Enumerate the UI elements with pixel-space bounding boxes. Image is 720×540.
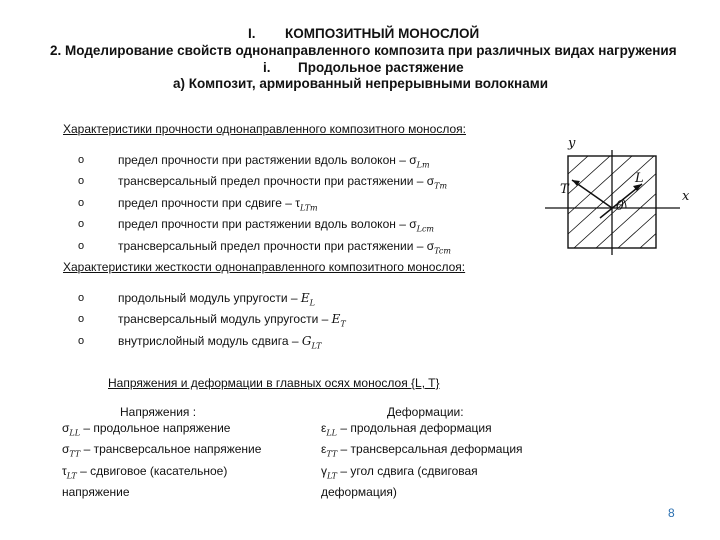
strength-item-text: предел прочности при растяжении вдоль волокон –	[118, 153, 410, 167]
label-L: L	[635, 171, 644, 186]
fiber-hatching	[568, 156, 660, 248]
strain-subscript: TT	[326, 449, 338, 459]
stiffness-item	[78, 311, 346, 332]
strength-item-symbol: σ	[426, 238, 435, 253]
stress-line	[62, 420, 292, 441]
header-line-3	[263, 60, 464, 75]
strength-list	[78, 152, 451, 259]
bullet-icon: o	[78, 175, 85, 188]
stress-heading: Напряжения :	[120, 405, 197, 419]
stress-symbol: τ	[62, 463, 67, 478]
strain-symbol: γ	[321, 463, 327, 478]
bullet-icon: o	[78, 218, 85, 231]
stress-text: – сдвиговое (касательное)	[76, 463, 228, 478]
stress-subscript: LT	[66, 471, 77, 481]
stiffness-item-subscript: L	[309, 298, 315, 308]
header-subsection-number: i.	[263, 60, 271, 75]
stiffness-item-text: трансверсальный модуль упругости –	[118, 312, 332, 327]
bullet-icon: o	[78, 196, 85, 209]
strength-item-symbol: σ	[426, 174, 435, 189]
stress-symbol: σ	[62, 442, 70, 457]
bullet-icon: o	[78, 154, 85, 166]
stress-line	[62, 484, 292, 505]
strain-line	[321, 484, 561, 505]
strength-item-subscript: Tm	[434, 181, 448, 191]
strength-item-symbol: τ	[295, 195, 301, 210]
bullet-icon: o	[78, 239, 85, 252]
stress-symbol: σ	[62, 421, 70, 435]
strain-text: деформация)	[321, 485, 397, 500]
stiffness-item	[78, 290, 346, 311]
label-T: T	[560, 182, 569, 197]
stress-subscript: TT	[69, 449, 81, 459]
strength-item-text: предел прочности при сдвиге –	[118, 195, 296, 210]
strength-item	[78, 238, 451, 259]
stiffness-title: Характеристики жесткости однонаправленного композитного монослоя:	[63, 260, 466, 274]
strength-title: Характеристики прочности однонаправленного композитного монослоя:	[63, 122, 466, 136]
strength-item	[78, 173, 451, 194]
stiffness-item-subscript: T	[340, 319, 346, 329]
strain-line	[321, 463, 561, 484]
strain-text: – продольная деформация	[336, 421, 492, 435]
label-theta: θ	[616, 199, 624, 214]
strength-item-text: предел прочности при растяжении вдоль волокон –	[118, 217, 410, 232]
strength-item-subscript: Tcm	[434, 245, 451, 255]
header-line-2: 2. Моделирование свойств однонаправленного композита при различных видах нагружения	[50, 43, 677, 58]
strain-symbol: ε	[321, 442, 327, 457]
strain-line	[321, 420, 561, 441]
strain-symbol: ε	[321, 421, 327, 435]
strain-text: – трансверсальная деформация	[337, 442, 523, 457]
stiffness-item-symbol: E	[331, 312, 341, 327]
stiffness-item-text: продольный модуль упругости –	[118, 291, 301, 305]
strain-subscript: LL	[326, 428, 337, 438]
strain-column	[321, 404, 561, 506]
bullet-icon: o	[78, 292, 85, 304]
header-line-4: а) Композит, армированный непрерывными волокнами	[173, 76, 548, 91]
fiber-orientation-diagram	[530, 130, 700, 265]
stress-strain-title: Напряжения и деформации в главных осях монослоя {L, T}	[108, 376, 440, 390]
bullet-icon: o	[78, 313, 85, 326]
stress-text: – трансверсальное напряжение	[80, 442, 262, 457]
stiffness-item-symbol: G	[301, 333, 312, 348]
stiffness-item	[78, 333, 346, 354]
page-number: 8	[668, 506, 675, 520]
strength-item-text: трансверсальный предел прочности при растяжении –	[118, 174, 427, 189]
header-section-title: КОМПОЗИТНЫЙ МОНОСЛОЙ	[285, 26, 480, 41]
stress-text: – продольное напряжение	[80, 421, 231, 435]
header-line-1	[248, 26, 479, 41]
stress-subscript: LL	[69, 428, 81, 438]
stress-line	[62, 441, 292, 462]
stress-column	[62, 404, 292, 506]
header-section-number: I.	[248, 26, 256, 41]
strength-item-subscript: Lm	[416, 160, 430, 170]
stiffness-item-subscript: LT	[311, 341, 322, 351]
strain-subscript: LT	[327, 471, 337, 481]
strength-item-subscript: LTm	[300, 203, 318, 213]
strength-item-text: трансверсальный предел прочности при растяжении –	[118, 238, 427, 253]
strength-item-symbol: σ	[409, 217, 417, 232]
strength-item-subscript: Lcm	[416, 224, 435, 234]
strength-item-symbol: σ	[409, 153, 417, 167]
bullet-icon: o	[78, 334, 85, 347]
strain-text: – угол сдвига (сдвиговая	[337, 463, 478, 478]
strength-item	[78, 216, 451, 237]
strain-heading: Деформации:	[387, 405, 464, 419]
stress-text: напряжение	[62, 485, 130, 500]
stiffness-item-text: внутрислойный модуль сдвига –	[118, 333, 302, 348]
stress-line	[62, 463, 292, 484]
stiffness-list	[78, 290, 346, 354]
label-x: x	[682, 189, 690, 204]
header-subsection-title: Продольное растяжение	[298, 60, 464, 75]
strain-line	[321, 441, 561, 462]
label-y: y	[568, 136, 576, 151]
strength-item	[78, 195, 451, 216]
stiffness-item-symbol: E	[300, 291, 310, 305]
strength-item	[78, 152, 451, 173]
